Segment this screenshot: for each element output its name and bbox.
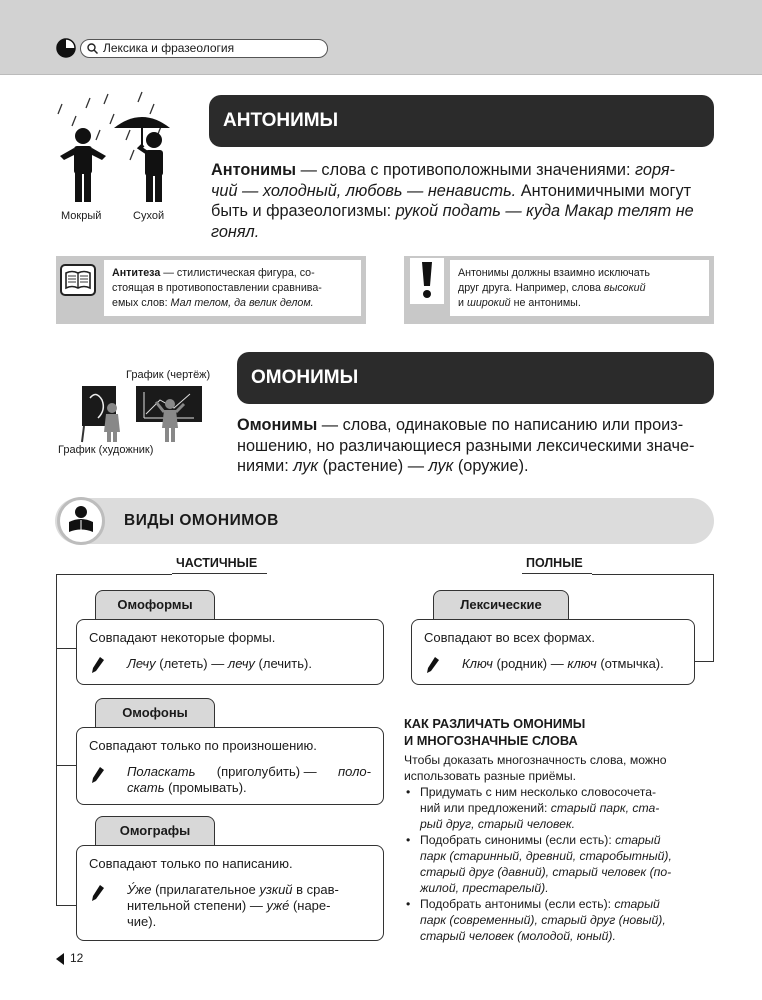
list-item: • Придумать с ним несколько словосочета- ний или предложений: старый парк, ста- рый друг, старый человек. — [404, 784, 714, 832]
tab-omografy: Омографы — [95, 816, 215, 846]
reader-icon — [60, 500, 102, 542]
full-header: ПОЛНЫЕ — [526, 556, 583, 570]
card-omoformy: Совпадают некоторые формы. Лечу (лететь) — лечу (лечить). — [76, 619, 384, 685]
exclamation-icon — [410, 258, 444, 304]
caption-dry: Сухой — [133, 210, 165, 222]
card-omofony: Совпадают только по произношению. Поласкать (приголубить) — поло- скать (промывать). — [76, 727, 384, 805]
caption-wet: Мокрый — [61, 210, 102, 222]
card-lexical: Совпадают во всех формах. Ключ (родник) — ключ (отмычка). — [411, 619, 695, 685]
full-tree-line — [713, 574, 714, 662]
section-title: Лексика и фразеология — [103, 41, 235, 55]
page-number: 12 — [70, 951, 84, 965]
partial-underline — [172, 573, 267, 574]
caption-artist: График (художник) — [58, 444, 154, 456]
pen-icon — [91, 884, 105, 902]
full-tree-top — [592, 574, 713, 575]
pie-chart-icon — [56, 38, 76, 58]
distinguish-section: КАК РАЗЛИЧАТЬ ОМОНИМЫ И МНОГОЗНАЧНЫЕ СЛОВА Чтобы доказать многозначность слова, можно использовать разные приёмы. • Придумать с ним несколько словосочета- ний или предложений: старый парк, ста- рый друг, старый человек. • Подобрать синонимы (если есть): старый парк (старинный, древний, старобытный), старый друг (давний), старый человек (по- жилой, престарелый). • Подобрать антонимы (если есть): старый парк (современный), старый друг (новый), старый человек (молодой, юный). — [404, 715, 714, 944]
distinguish-title-1: КАК РАЗЛИЧАТЬ ОМОНИМЫ — [404, 716, 586, 731]
types-heading-title: ВИДЫ ОМОНИМОВ — [124, 512, 279, 529]
partial-header: ЧАСТИЧНЫЕ — [176, 556, 258, 570]
book-icon — [60, 264, 96, 296]
card-omografy: Совпадают только по написанию. У́же (прилагательное узкий в срав- нительной степени) — уже́ (наре- чие). — [76, 845, 384, 941]
antonyms-heading: АНТОНИМЫ — [209, 95, 714, 147]
warning-note: Антонимы должны взаимно исключать друг друга. Например, слова высокий и широкий не антонимы. — [404, 256, 714, 324]
pen-icon — [91, 656, 105, 674]
list-item: • Подобрать синонимы (если есть): старый парк (старинный, древний, старобытный), старый друг (давний), старый человек (по- жилой, престарелый). — [404, 832, 714, 896]
antithesis-note: Антитеза — стилистическая фигура, со- стоящая в противопоставлении сравнива- емых слов: Мал телом, да велик делом. — [56, 256, 366, 324]
partial-tree-branch-3 — [56, 905, 76, 906]
full-underline — [522, 573, 592, 574]
homonyms-heading: ОМОНИМЫ — [237, 352, 714, 404]
full-tree-branch — [695, 661, 714, 662]
page-marker-icon — [56, 953, 64, 965]
tab-lexical: Лексические — [433, 590, 569, 620]
graph-illustration — [80, 382, 205, 444]
section-search-field[interactable] — [80, 39, 328, 58]
top-bar — [0, 0, 762, 75]
homonyms-definition: Омонимы — слова, одинаковые по написанию или произ- ношению, но различающиеся разными лексическими значе- ниями: лук (растение) — лук (оружие). — [237, 416, 695, 476]
caption-drawing: График (чертёж) — [126, 369, 211, 381]
wet-dry-illustration — [50, 90, 190, 210]
tab-omofony: Омофоны — [95, 698, 215, 728]
search-icon — [87, 43, 98, 54]
distinguish-title-2: И МНОГОЗНАЧНЫЕ СЛОВА — [404, 733, 578, 748]
list-item: • Подобрать антонимы (если есть): старый парк (современный), старый друг (новый), старый человек (молодой, юный). — [404, 896, 714, 944]
partial-tree-top — [56, 574, 172, 575]
tab-omoformy: Омоформы — [95, 590, 215, 620]
partial-tree-branch-1 — [56, 648, 76, 649]
partial-tree-branch-2 — [56, 765, 76, 766]
types-heading-circle — [57, 497, 105, 545]
partial-tree-line — [56, 574, 57, 906]
pen-icon — [426, 656, 440, 674]
antonyms-definition: Антонимы — слова с противоположными значениями: горя- чий — холодный, любовь — ненависть. Антонимичными могут быть и фразеологизмы: рукой подать — куда Макар телят не гонял. — [211, 161, 694, 242]
pen-icon — [91, 766, 105, 784]
